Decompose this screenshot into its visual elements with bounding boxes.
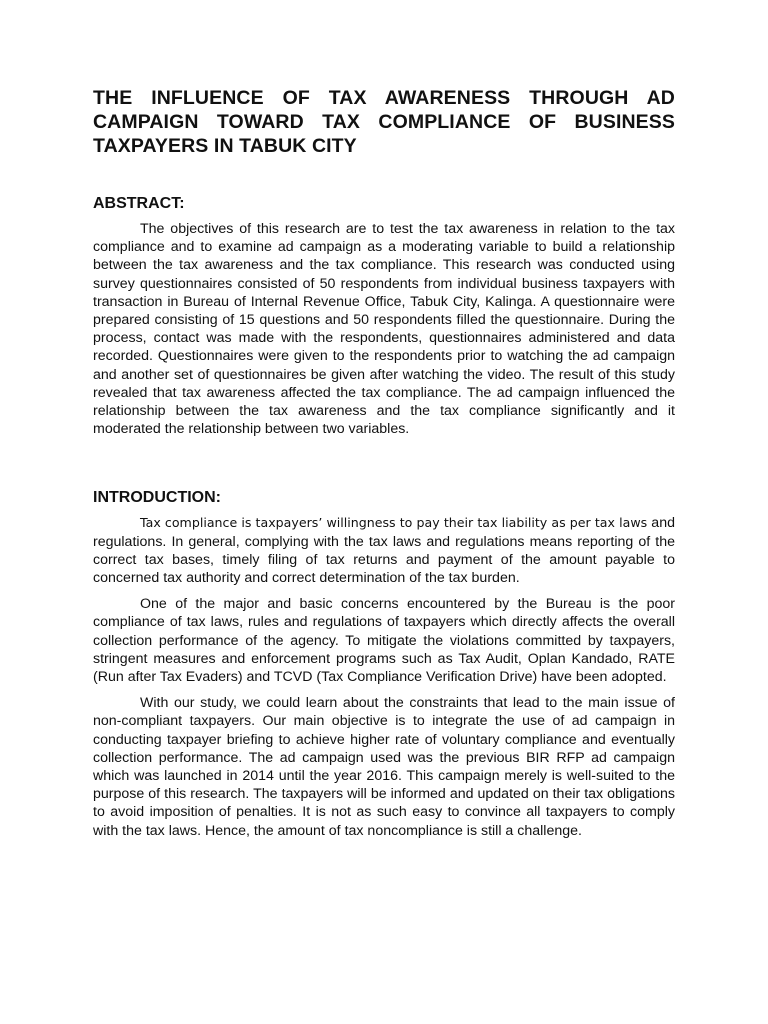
introduction-paragraph-1-rest: and regulations. In general, complying with the tax laws and regulations means reporting of the correct tax bases, timely filing of tax returns and payment of the amount payable to concerned tax authority and correct determination of the tax burden. xyxy=(93,515,675,587)
abstract-heading: ABSTRACT: xyxy=(93,195,185,212)
paper-title: THE INFLUENCE OF TAX AWARENESS THROUGH AD CAMPAIGN TOWARD TAX COMPLIANCE OF BUSINESS TAXPAYERS IN TABUK CITY xyxy=(93,87,675,157)
document-page xyxy=(93,86,675,840)
introduction-heading: INTRODUCTION: xyxy=(93,489,221,507)
introduction-paragraph-2: One of the major and basic concerns encountered by the Bureau is the poor compliance of tax laws, rules and regulations of taxpayers which directly affects the overall collection performance of the agency. To mitigate the violations committed by taxpayers, stringent measures and enforcement programs such as Tax Audit, Oplan Kandado, RATE (Run after Tax Evaders) and TCVD (Tax Compliance Verification Drive) have been adopted. xyxy=(93,596,675,686)
introduction-paragraph-1 xyxy=(93,514,675,587)
introduction-paragraph-1-lead: Tax compliance is taxpayers’ willingness to pay their tax liability as per tax laws xyxy=(140,515,648,531)
introduction-paragraph-3: With our study, we could learn about the constraints that lead to the main issue of non-compliant taxpayers. Our main objective is to integrate the use of ad campaign in conducting taxpayer briefing to achieve higher rate of voluntary compliance and eventually collection performance. The ad campaign used was the previous BIR RFP ad campaign which was launched in 2014 until the year 2016. This campaign merely is well-suited to the purpose of this research. The taxpayers will be informed and updated on their tax obligations to avoid imposition of penalties. It is not as such easy to convince all taxpayers to comply with the tax laws. Hence, the amount of tax noncompliance is still a challenge. xyxy=(93,695,675,839)
abstract-paragraph: The objectives of this research are to test the tax awareness in relation to the tax compliance and to examine ad campaign as a moderating variable to build a relationship between the tax awareness and the tax compliance. This research was conducted using survey questionnaires consisted of 50 respondents from individual business taxpayers with transaction in Bureau of Internal Revenue Office, Tabuk City, Kalinga. A questionnaire were prepared consisting of 15 questions and 50 respondents filled the questionnaire. During the process, contact was made with the respondents, questionnaires administered and data recorded. Questionnaires were given to the respondents prior to watching the ad campaign and another set of questionnaires be given after watching the video. The result of this study revealed that tax awareness affected the tax compliance. The ad campaign influenced the relationship between the tax awareness and the tax compliance significantly and it moderated the relationship between two variables. xyxy=(93,221,675,438)
